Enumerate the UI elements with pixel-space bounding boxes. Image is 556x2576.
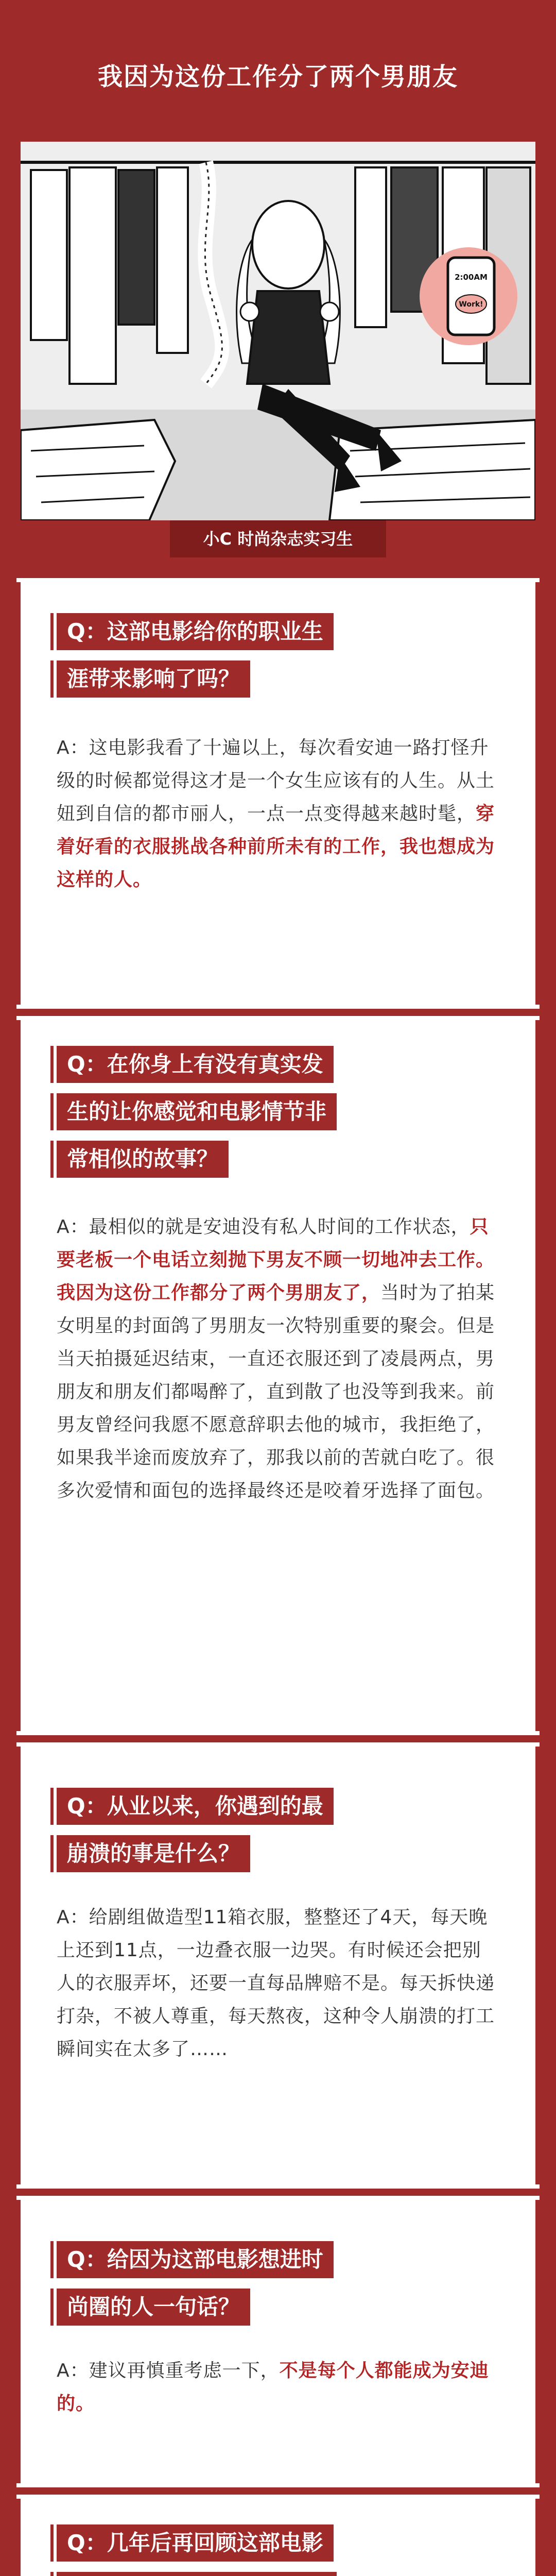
hero-illustration: [21, 142, 535, 520]
qa-card-2: [21, 1020, 535, 1731]
question-line: 常相似的故事？: [57, 1141, 229, 1178]
answer-3: [57, 1901, 499, 2066]
phone-time: 2:00AM: [455, 273, 488, 282]
question-line: Q：这部电影给你的职业生: [57, 613, 334, 650]
answer-highlight: 穿着好看的衣服挑战各种前所未有的工作，我也想成为这样的人。: [57, 803, 495, 890]
question-line: 崩溃的事是什么？: [57, 1835, 250, 1872]
interviewee-caption: 小C 时尚杂志实习生: [170, 520, 386, 557]
answer-highlight: 不是每个人都能成为安迪的。: [57, 2360, 489, 2414]
question-line: Q：从业以来，你遇到的最: [57, 1788, 334, 1825]
answer-2: [57, 1211, 499, 1507]
answer-highlight: 我因为这份工作都分了两个男朋友了，: [57, 1282, 381, 1303]
question-line: Q：给因为这部电影想进时: [57, 2241, 334, 2278]
answer-text: A：最相似的就是安迪没有私人时间的工作状态，: [57, 1216, 470, 1238]
caption-area: [0, 520, 556, 577]
answer-highlight: 只要老板一个电话立刻抛下男友不顾一切地冲去工作。: [57, 1216, 495, 1270]
qa-card-3: [21, 1747, 535, 2184]
page-title: 我因为这份工作分了两个男朋友: [97, 62, 458, 91]
answer-4: [57, 2354, 499, 2420]
question-line: 生的让你感觉和电影情节非: [57, 1093, 337, 1130]
question-line: Q：在你身上有没有真实发: [57, 1046, 334, 1083]
question-line: Q：几年后再回顾这部电影: [57, 2524, 334, 2562]
question-line: 涯带来影响了吗？: [57, 660, 250, 698]
fashion-closet-illustration: [21, 142, 535, 520]
qa-card-4: [21, 2200, 535, 2483]
answer-text: A：给剧组做造型11箱衣服，整整还了4天，每天晚上还到11点，一边叠衣服一边哭。有时候还会把别人的衣服弄坏，还要一直每品牌赔不是。每天拆快递打杂，不被人尊重，每天熬夜，这种令人崩溃的打工瞬间实在太多了……: [57, 1907, 495, 2060]
question-3: [57, 1788, 386, 1883]
answer-text: A：这电影我看了十遍以上，每次看安迪一路打怪升级的时候都觉得这才是一个女生应该有的人生。从土妞到自信的都市丽人，一点一点变得越来越时髦，: [57, 737, 495, 824]
question-line: 尚圈的人一句话？: [57, 2289, 250, 2326]
answer-text: A：建议再慎重考虑一下，: [57, 2360, 280, 2381]
question-5: [57, 2524, 386, 2576]
question-line: [57, 2572, 337, 2576]
question-1: [57, 613, 386, 708]
qa-card-5: [21, 2499, 535, 2576]
qa-card-1: [21, 582, 535, 1005]
answer-1: [57, 732, 499, 896]
answer-text: 当时为了拍某女明星的封面鸽了男朋友一次特别重要的聚会。但是当天拍摄延迟结束，一直还衣服还到了凌晨两点，男朋友和朋友们都喝醉了，直到散了也没等到我来。前男友曾经问我愿不愿意辞职去他的城市，我拒绝了，如果我半途而废放弃了，那我以前的苦就白吃了。很多次爱情和面包的选择最终还是咬着牙选择了面包。: [57, 1282, 495, 1501]
phone-bubble: Work!: [459, 300, 483, 309]
question-4: [57, 2241, 386, 2336]
question-2: [57, 1046, 386, 1188]
